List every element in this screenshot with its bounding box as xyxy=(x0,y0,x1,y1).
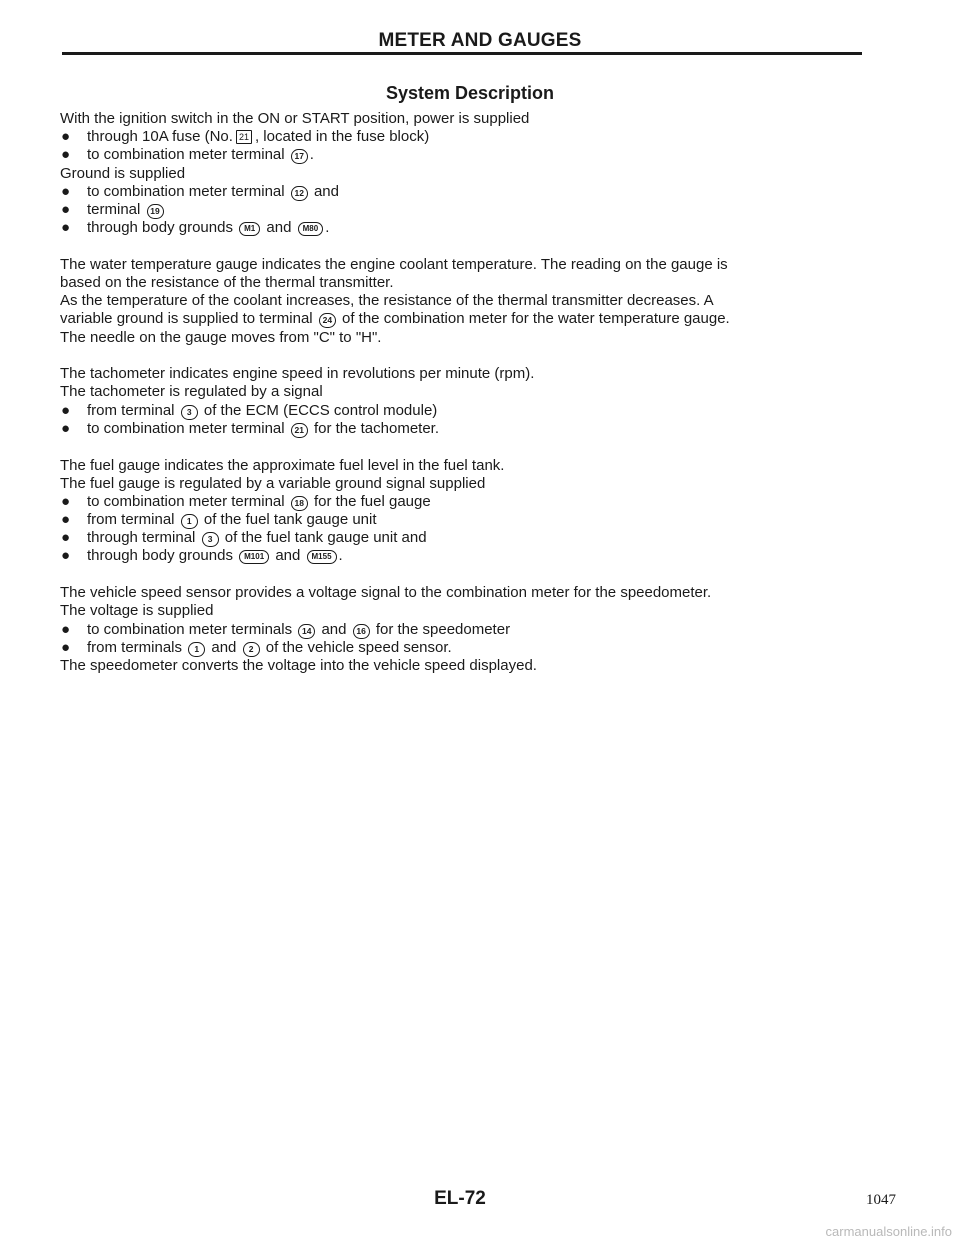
bullet-icon: ● xyxy=(61,146,71,164)
bullet-item: ● to combination meter terminal 12 and xyxy=(61,182,339,200)
paragraph-line: The vehicle speed sensor provides a voltage signal to the combination meter for the speedometer. xyxy=(60,584,712,602)
bullet-icon: ● xyxy=(61,492,71,510)
paragraph-line: The tachometer is regulated by a signal xyxy=(60,383,323,401)
bullet-icon: ● xyxy=(61,419,71,437)
paragraph-line: Ground is supplied xyxy=(60,164,186,182)
paragraph-line: The fuel gauge indicates the approximate fuel level in the fuel tank. xyxy=(60,456,505,474)
bullet-icon: ● xyxy=(61,182,71,200)
paragraph-line: The fuel gauge is regulated by a variable ground signal supplied xyxy=(60,474,486,492)
bullet-icon: ● xyxy=(61,620,71,638)
bullet-icon: ● xyxy=(61,401,71,419)
bullet-icon: ● xyxy=(61,638,71,656)
bullet-item: ● to combination meter terminal 18 for the fuel gauge xyxy=(61,492,431,510)
terminal-badge: 18 xyxy=(291,496,308,511)
bullet-item: ● to combination meter terminal 21 for the tachometer. xyxy=(61,419,440,437)
page-header-title: METER AND GAUGES xyxy=(378,30,582,51)
bullet-icon: ● xyxy=(61,219,71,237)
paragraph-line: The tachometer indicates engine speed in revolutions per minute (rpm). xyxy=(60,365,535,383)
page-code: EL-72 xyxy=(434,1188,486,1209)
terminal-badge: 3 xyxy=(181,405,198,420)
bullet-item: ● through 10A fuse (No. 21 , located in the fuse block) xyxy=(61,128,430,146)
ground-badge: M155 xyxy=(307,550,337,564)
bullet-item: ● through body grounds M101 and M155 . xyxy=(61,547,343,565)
terminal-badge: 24 xyxy=(319,313,336,328)
bullet-icon: ● xyxy=(61,200,71,218)
ground-badge: M101 xyxy=(239,550,269,564)
terminal-badge: 17 xyxy=(291,149,308,164)
terminal-badge: 3 xyxy=(202,532,219,547)
paragraph-line: With the ignition switch in the ON or START position, power is supplied xyxy=(60,110,530,127)
bullet-item: ● through terminal 3 of the fuel tank gauge unit and xyxy=(61,529,427,547)
bullet-item: ● through body grounds M1 and M80 . xyxy=(61,219,330,237)
terminal-badge: 12 xyxy=(291,186,308,201)
bullet-item: ● terminal 19 xyxy=(60,201,860,219)
bullet-item: ● from terminal 1 of the fuel tank gauge unit xyxy=(61,511,377,529)
ground-badge: M80 xyxy=(298,222,324,236)
bullet-item: ● from terminal 3 of the ECM (ECCS control module) xyxy=(61,401,438,419)
ground-badge: M1 xyxy=(239,222,260,236)
paragraph-line: The speedometer converts the voltage into the vehicle speed displayed. xyxy=(60,656,537,674)
terminal-badge: 1 xyxy=(188,642,205,657)
bullet-icon: ● xyxy=(61,128,71,146)
paragraph-line: The voltage is supplied xyxy=(60,602,214,620)
bullet-icon: ● xyxy=(61,529,71,547)
terminal-badge: 1 xyxy=(181,514,198,529)
terminal-badge: 19 xyxy=(147,204,164,219)
terminal-badge: 2 xyxy=(243,642,260,657)
paragraph-line: The water temperature gauge indicates the engine coolant temperature. The reading on the gauge is xyxy=(60,255,728,273)
watermark: carmanualsonline.info xyxy=(825,1224,952,1239)
paragraph-line: As the temperature of the coolant increases, the resistance of the thermal transmitter decreases. A xyxy=(60,292,714,310)
section-title: System Description xyxy=(385,83,555,103)
bullet-icon: ● xyxy=(61,547,71,565)
bullet-item: ● to combination meter terminal 17 . xyxy=(61,146,314,164)
bullet-item: ● to combination meter terminals 14 and 16 for the speedometer xyxy=(61,620,511,638)
paragraph-line: The needle on the gauge moves from "C" to "H". xyxy=(60,328,382,346)
fuse-label: 21 xyxy=(236,130,252,144)
paragraph-line: based on the resistance of the thermal transmitter. xyxy=(60,274,394,291)
bullet-icon: ● xyxy=(61,511,71,529)
terminal-badge: 16 xyxy=(353,624,370,639)
terminal-badge: 21 xyxy=(291,423,308,438)
paragraph-line: variable ground is supplied to terminal 24 of the combination meter for the water temperature gauge. xyxy=(60,310,730,328)
page-number: 1047 xyxy=(866,1192,896,1208)
header-rule xyxy=(62,52,862,55)
terminal-badge: 14 xyxy=(298,624,315,639)
bullet-item: ● from terminals 1 and 2 of the vehicle speed sensor. xyxy=(61,638,452,656)
body-text xyxy=(60,110,860,675)
